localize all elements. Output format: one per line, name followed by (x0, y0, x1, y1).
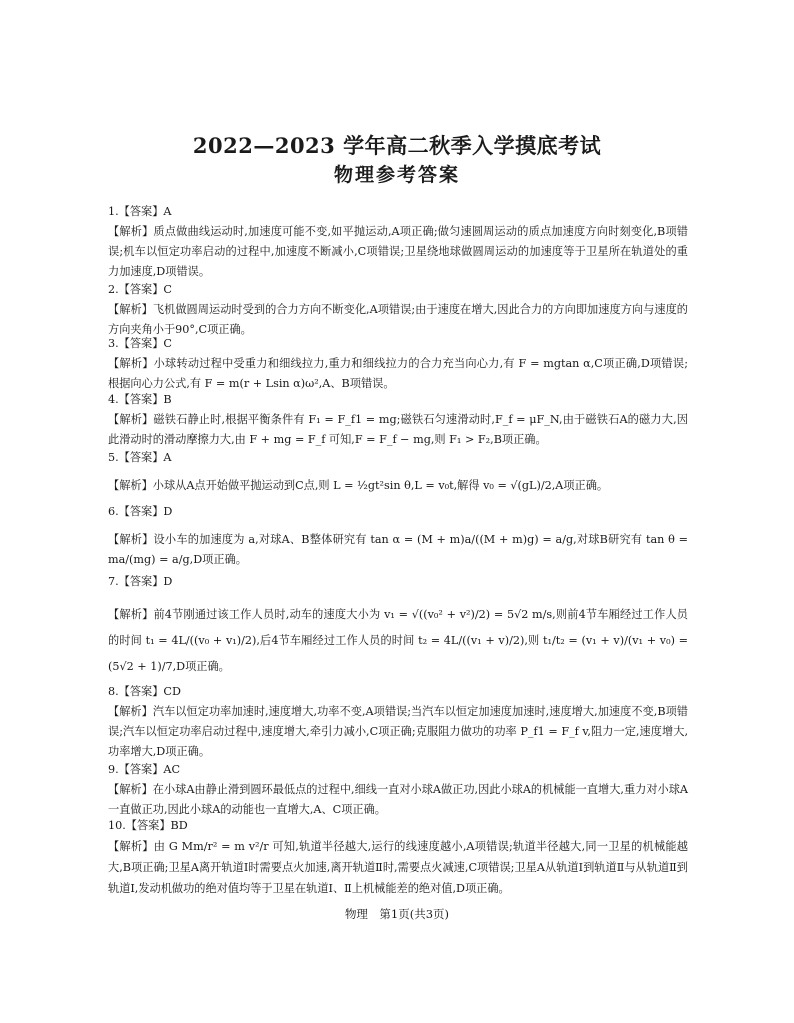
question-10 (108, 816, 688, 899)
explanation: 【解析】磁铁石静止时,根据平衡条件有 F₁ = F_f1 = mg;磁铁石匀速滑动时,F_f = μF_N,由于磁铁石A的磁力大,因此滑动时的滑动摩擦力大,由 F + mg = F_f 可知,F = F_f − mg,则 F₁ > F₂,B项正确。 (108, 413, 688, 446)
answer-line: 1.【答案】A (108, 205, 172, 218)
explanation: 【解析】飞机做圆周运动时受到的合力方向不断变化,A项错误;由于速度在增大,因此合力的方向即加速度方向与速度的方向夹角小于90°,C项正确。 (108, 303, 688, 336)
answer-line: 9.【答案】AC (108, 763, 181, 776)
question-4 (108, 390, 688, 450)
explanation: 【解析】在小球A由静止滑到圆环最低点的过程中,细线一直对小球A做正功,因此小球A的机械能一直增大,重力对小球A一直做正功,因此小球A的动能也一直增大,A、C项正确。 (108, 783, 688, 816)
question-3 (108, 334, 688, 394)
explanation: 【解析】小球转动过程中受重力和细线拉力,重力和细线拉力的合力充当向心力,有 F = mgtan α,C项正确,D项错误;根据向心力公式,有 F = m(r + Lsin α)ω²,A、B项错误。 (108, 357, 688, 390)
answer-line: 3.【答案】C (108, 337, 172, 350)
explanation: 【解析】质点做曲线运动时,加速度可能不变,如平抛运动,A项正确;做匀速圆周运动的质点加速度方向时刻变化,B项错误;机车以恒定功率启动的过程中,加速度不断减小,C项错误;卫星绕地球做圆周运动的加速度等于卫星所在轨道处的重力加速度,D项错误。 (108, 225, 688, 278)
question-1 (108, 202, 688, 282)
question-9 (108, 760, 688, 820)
question-8 (108, 682, 688, 762)
answer-line: 10.【答案】BD (108, 819, 188, 832)
explanation: 【解析】汽车以恒定功率加速时,速度增大,功率不变,A项错误;当汽车以恒定加速度加速时,速度增大,加速度不变,B项错误;汽车以恒定功率启动过程中,速度增大,牵引力减小,C项正确;克服阻力做功的功率 P_f1 = F_f v,阻力一定,速度增大,功率增大,D项正确。 (108, 705, 688, 758)
question-7 (108, 572, 688, 680)
answer-line: 2.【答案】C (108, 283, 172, 296)
page-title: 2022—2023 学年高二秋季入学摸底考试 (192, 133, 602, 158)
page-subtitle: 物理参考答案 (333, 164, 460, 186)
question-2 (108, 280, 688, 340)
explanation: 【解析】由 G Mm/r² = m v²/r 可知,轨道半径越大,运行的线速度越小,A项错误;轨道半径越大,同一卫星的机械能越大,B项正确;卫星A离开轨道Ⅰ时需要点火加速,离开轨道Ⅱ时,需要点火减速,C项错误;卫星A从轨道Ⅰ到轨道Ⅱ与从轨道Ⅱ到轨道Ⅰ,发动机做功的绝对值均等于卫星在轨道Ⅰ、Ⅱ上机械能差的绝对值,D项正确。 (108, 840, 688, 895)
answer-line: 8.【答案】CD (108, 685, 181, 698)
question-6 (108, 502, 688, 570)
explanation: 【解析】设小车的加速度为 a,对球A、B整体研究有 tan α = (M + m)a/((M + m)g) = a/g,对球B研究有 tan θ = ma/(mg) = a/g,D项正确。 (108, 533, 688, 566)
question-5 (108, 448, 688, 496)
answer-line: 6.【答案】D (108, 505, 173, 518)
answer-line: 4.【答案】B (108, 393, 172, 406)
explanation: 【解析】前4节刚通过该工作人员时,动车的速度大小为 v₁ = √((v₀² + v²)/2) = 5√2 m/s,则前4节车厢经过工作人员的时间 t₁ = 4L/((v₀ + v₁)/2),后4节车厢经过工作人员的时间 t₂ = 4L/((v₁ + v)/2),则 t₁/t₂ = (v₁ + v)/(v₁ + v₀) = (5√2 + 1)/7,D项正确。 (108, 608, 688, 673)
answer-line: 7.【答案】D (108, 575, 173, 588)
answer-line: 5.【答案】A (108, 451, 172, 464)
explanation: 【解析】小球从A点开始做平抛运动到C点,则 L = ½gt²sin θ,L = v₀t,解得 v₀ = √(gL)/2,A项正确。 (108, 479, 609, 492)
page-footer: 物理 第1页(共3页) (344, 907, 450, 921)
